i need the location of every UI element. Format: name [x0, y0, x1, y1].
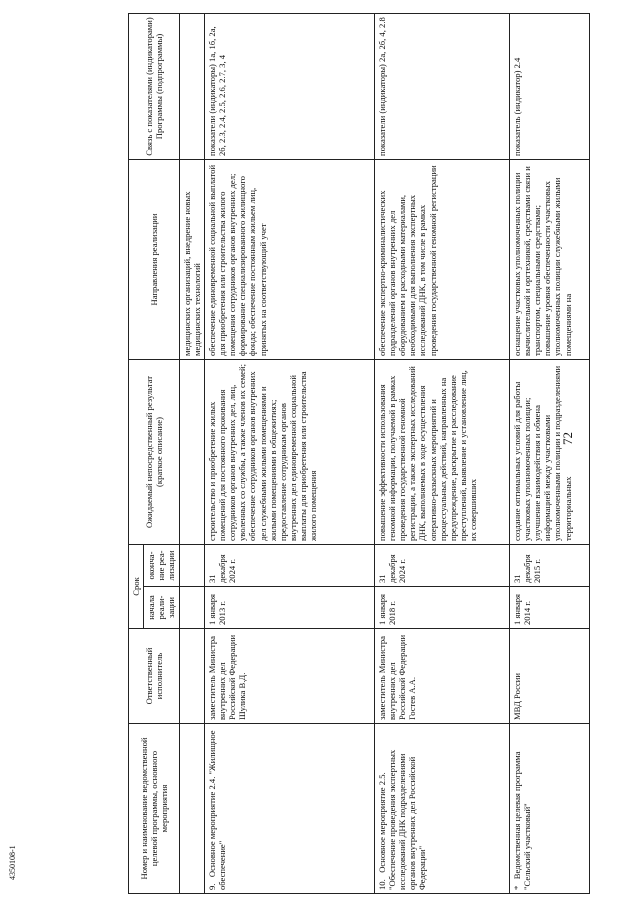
table-row-continued	[179, 13, 204, 893]
row-name-cell	[204, 724, 374, 894]
program-table	[128, 13, 590, 894]
row-result: повышение эффективности использования геномной информации, получаемой в рамках проведения государственной геномной регистрации, а также экспертных исследований ДНК, выполняемых в ходе осуществления оперативно-разыскных мероприятий и процессуальных действий, направленных на предупреждение, раскрытие и расследование преступлений, выявление и установление лиц, их совершивших	[374, 359, 509, 544]
row-name: Ведомственная целевая программа "Сельский участковый"	[511, 751, 532, 890]
row-result: создание оптимальных условий для работы участковых уполномоченных полиции; улучшение взаимодействия и обмена информацией между участковыми уполномоченными полиции и подразделениями территориальных	[509, 359, 589, 544]
row-directions: обеспечение экспертно-криминалистических подразделений органов внутренних дел оборудованием и расходными материалами, необходимыми для выполнения экспертных исследований ДНК, в том числе в рамках проведения государственной геномной регистрации	[374, 159, 509, 359]
row-directions: обеспечение единовременной социальной выплатой для приобретения или строительства жилого помещения сотрудников органов внутренних дел; формирование специализированного жилищного фонда; обеспечение постоянным жильем лиц, принятых на соответствующий учет	[204, 159, 374, 359]
row-links: показатель (индикатор) 2.4	[509, 13, 589, 159]
row-number: *	[511, 885, 522, 890]
row-executor: заместитель Министра внутренних дел Российской Федерации Гостев А.А.	[374, 629, 509, 724]
rotated-table-wrapper	[128, 14, 628, 894]
row-number: 10.	[376, 879, 387, 890]
table-row	[204, 13, 374, 893]
header-result: Ожидаемый непосредственный результат (краткое описание)	[129, 359, 180, 544]
header-directions: Направления реализации	[129, 159, 180, 359]
row-result: строительство и приобретение жилых помещений для постоянного проживания сотрудников органов внутренних дел, лиц, уволенных со службы, а также членов их семей; обеспечение сотрудников органов внутренних дел служебными жилыми помещениями и жилыми помещениями в общежитиях; предоставление сотрудникам органов внутренних дел единовременной социальной выплаты для приобретения или строительства жилого помещения	[204, 359, 374, 544]
continued-directions: медицинских организаций, внедрение новых медицинских технологий	[179, 159, 204, 359]
row-end: 31 декабря 2024 г.	[374, 544, 509, 586]
table-row	[509, 13, 589, 893]
row-executor: МВД России	[509, 629, 589, 724]
header-start: начала реали-зации	[144, 587, 179, 629]
row-links: показатели (индикаторы) 1а, 1б, 2а, 2б, 2.3, 2.4, 2.5, 2.6, 2.7, 3, 4	[204, 13, 374, 159]
header-term: Срок	[129, 544, 144, 628]
row-start: 1 января 2013 г.	[204, 587, 374, 629]
row-name: Основное мероприятие 2.4. "Жилищное обеспечение"	[206, 730, 227, 890]
row-number: 9.	[206, 883, 217, 890]
table-row	[374, 13, 509, 893]
header-name: Номер и наименование ведомственной целевой программы, основного мероприятия	[129, 724, 180, 894]
row-end: 31 декабря 2015 г.	[509, 544, 589, 586]
row-name: Основное мероприятие 2.5. "Обеспечение проведения экспертных исследований ДНК подразделениями органов внутренних дел Российской Федерации"	[376, 749, 428, 890]
header-row	[129, 13, 144, 893]
header-executor: Ответственный исполнитель	[129, 629, 180, 724]
document-code: 4350108-1	[8, 845, 17, 880]
header-end: оконча-ние реа-лизации	[144, 544, 179, 586]
row-start: 1 января 2014 г.	[509, 587, 589, 629]
page-number: 72	[560, 432, 575, 445]
row-links: показатели (индикаторы) 2а, 2б, 4, 2.8	[374, 13, 509, 159]
row-end: 31 декабря 2024 г.	[204, 544, 374, 586]
row-start: 1 января 2018 г.	[374, 587, 509, 629]
row-name-cell	[509, 724, 589, 894]
row-directions: оснащение участковых уполномоченных полиции вычислительной и оргтехникой, средствами связи и транспортом, специальными средствами; повышение уровня обеспеченности участковых уполномоченных полиции служебными жилыми помещениями на	[509, 159, 589, 359]
row-name-cell	[374, 724, 509, 894]
row-executor: заместитель Министра внутренних дел Российской Федерации Шулика В.Д.	[204, 629, 374, 724]
header-links: Связь с показателями (индикаторами) Программы (подпрограммы)	[129, 13, 180, 159]
